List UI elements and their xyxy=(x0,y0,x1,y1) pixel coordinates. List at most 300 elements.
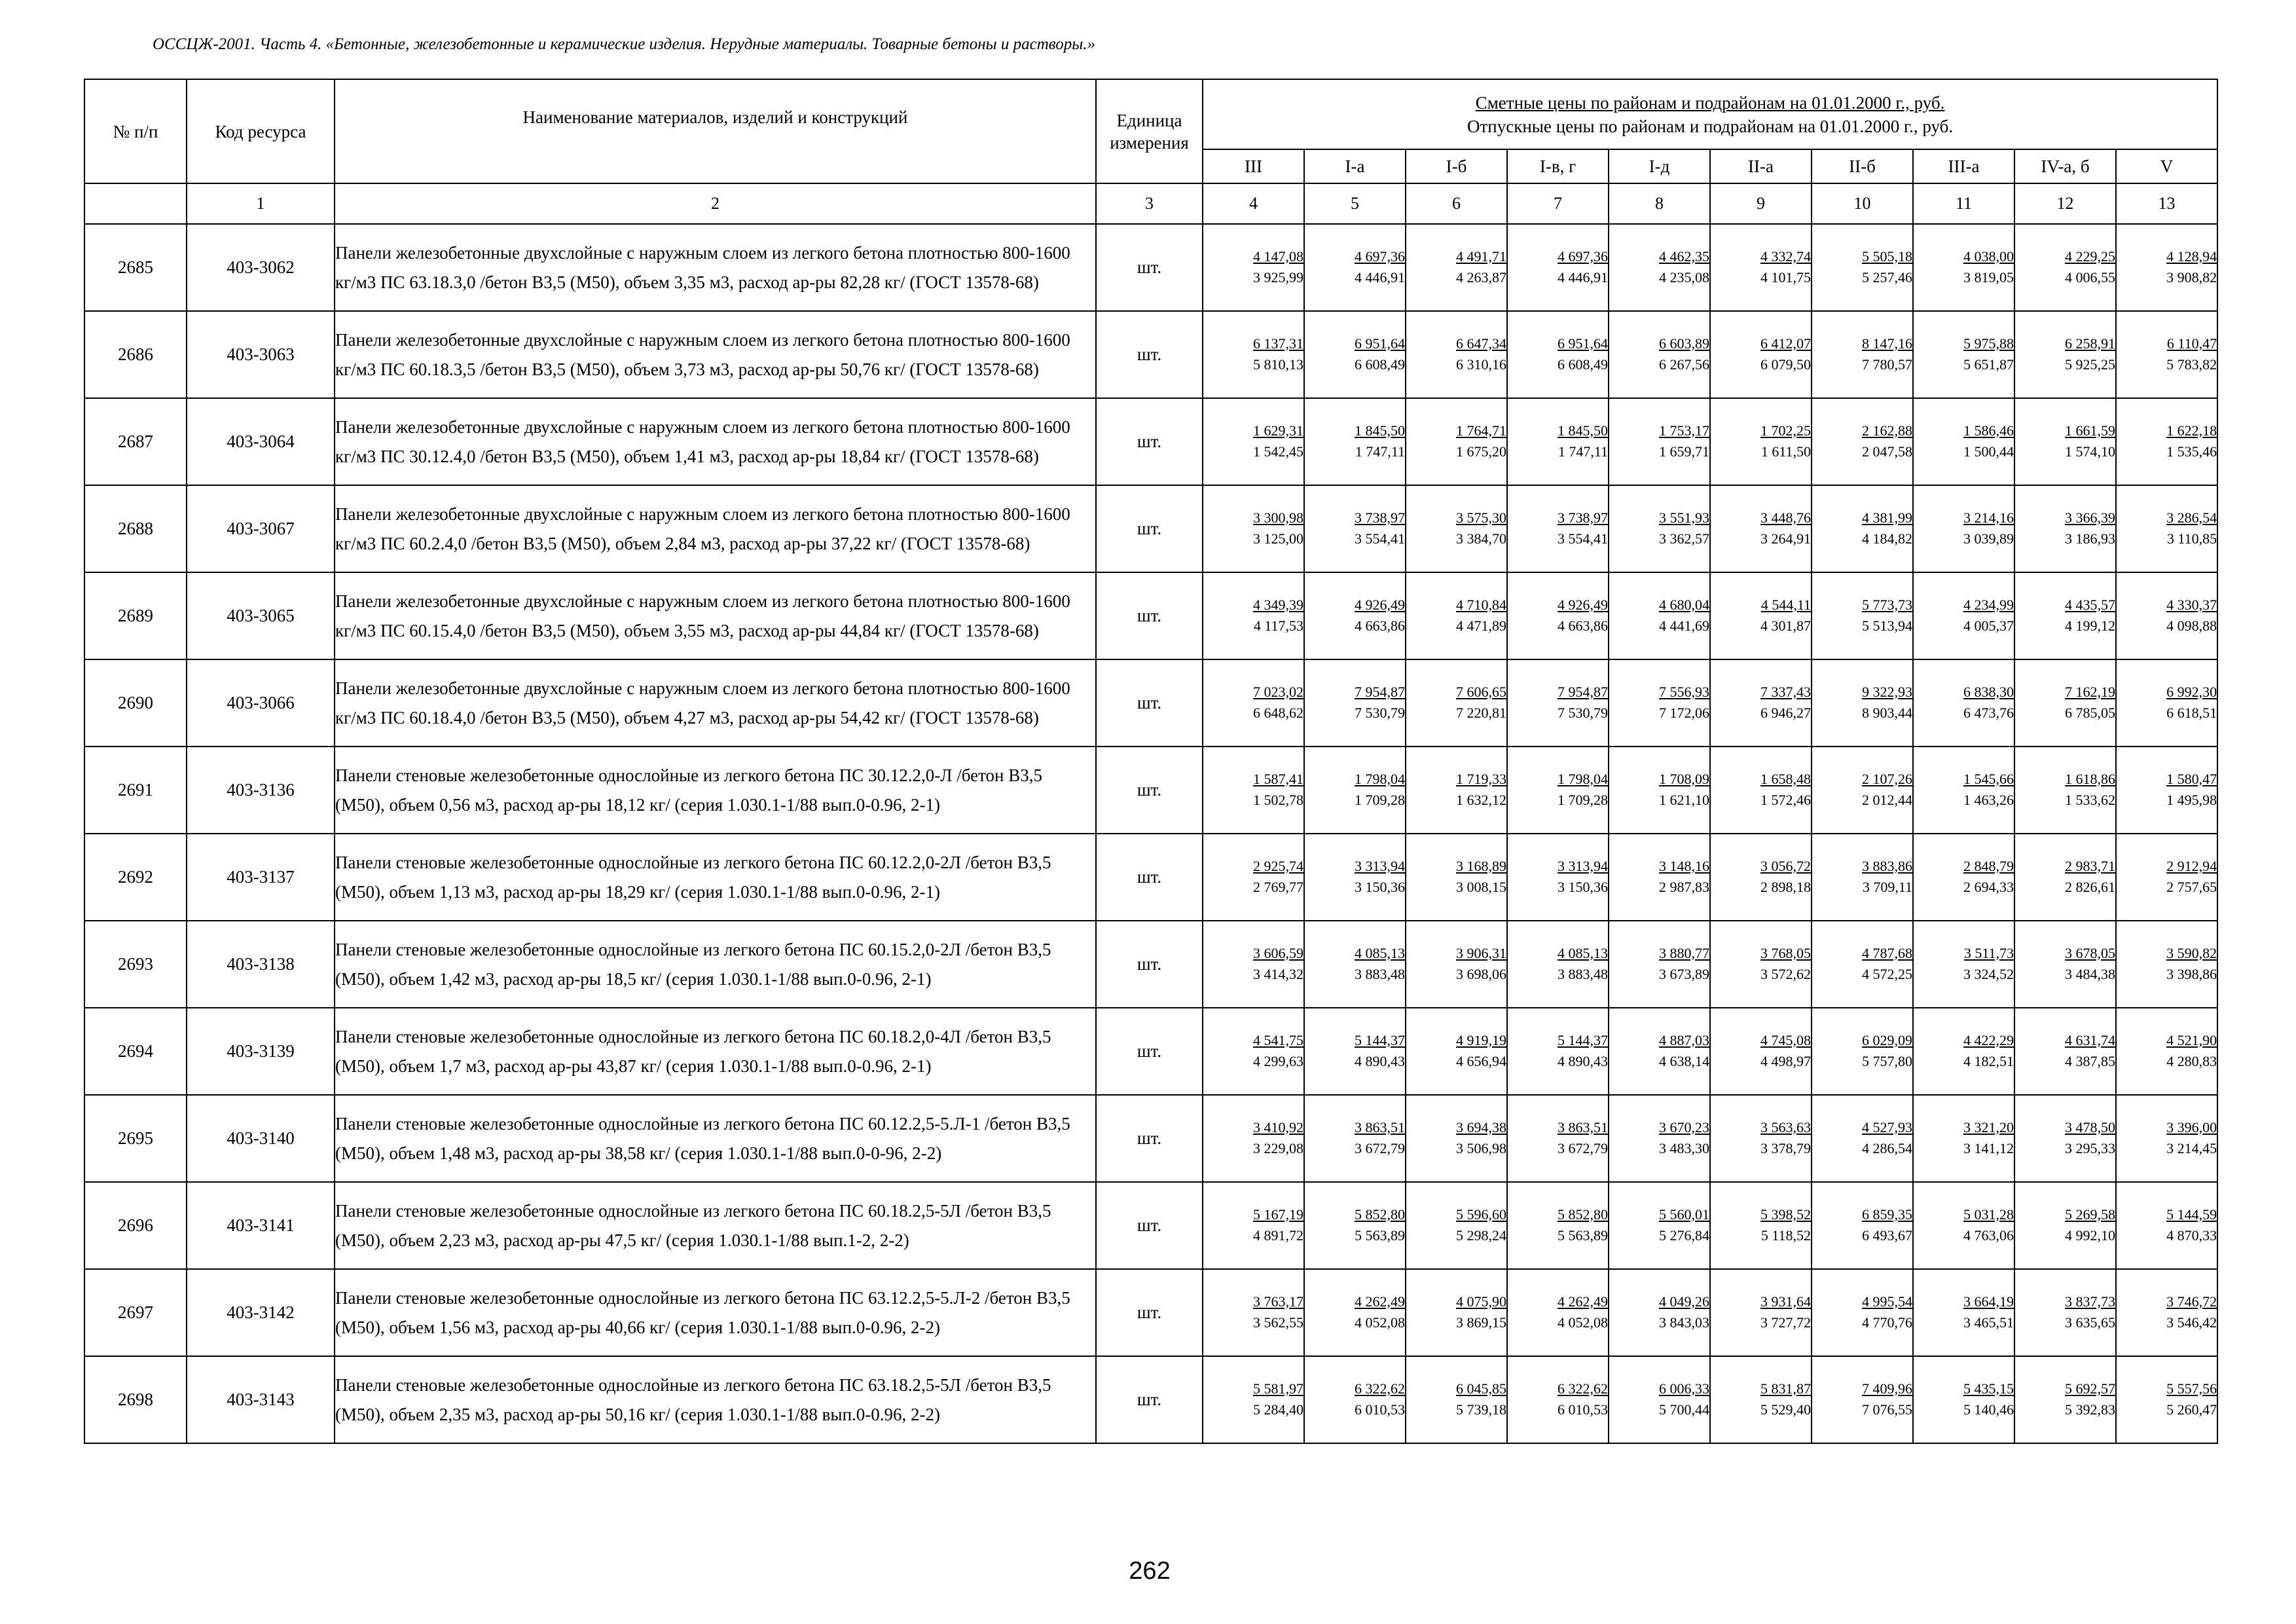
estimate-price: 4 926,49 xyxy=(1558,596,1608,613)
estimate-price: 5 831,87 xyxy=(1760,1380,1811,1397)
release-price: 3 562,55 xyxy=(1253,1314,1303,1331)
release-price: 5 925,25 xyxy=(2065,356,2115,373)
material-name: Панели стеновые железобетонные однослойные из легкого бетона ПС 60.12.2,5-5.Л-1 /бетон В3,5 (М50), объем 1,48 м3, расход ар-ры 38,58 кг/ (серия 1.030.1-1/88 вып.0-0-96, 2-2) xyxy=(335,1095,1096,1182)
region-header: I-а xyxy=(1304,149,1406,183)
release-price: 4 638,14 xyxy=(1659,1052,1709,1069)
estimate-price: 4 491,71 xyxy=(1456,248,1506,265)
column-number: 10 xyxy=(1812,183,1913,224)
price-cell xyxy=(1304,747,1406,834)
release-price: 5 392,83 xyxy=(2065,1401,2115,1418)
price-cell xyxy=(2116,1182,2217,1269)
price-cell xyxy=(2014,398,2116,485)
release-price: 1 611,50 xyxy=(1760,443,1811,460)
release-price: 3 295,33 xyxy=(2065,1139,2115,1156)
estimate-price: 3 837,73 xyxy=(2065,1293,2115,1310)
estimate-price: 8 147,16 xyxy=(1862,335,1912,352)
estimate-price: 4 680,04 xyxy=(1659,596,1709,613)
region-header: I-б xyxy=(1406,149,1507,183)
price-cell xyxy=(1203,1008,1304,1095)
price-cell xyxy=(2014,1182,2116,1269)
price-cell xyxy=(1304,398,1406,485)
release-price: 7 530,79 xyxy=(1558,704,1608,721)
estimate-price: 6 951,64 xyxy=(1558,335,1608,352)
price-cell xyxy=(1203,659,1304,747)
release-price: 4 052,08 xyxy=(1558,1314,1608,1331)
release-price: 5 700,44 xyxy=(1659,1401,1709,1418)
estimate-price: 4 697,36 xyxy=(1355,248,1405,265)
estimate-price: 4 330,37 xyxy=(2166,596,2217,613)
estimate-price: 3 448,76 xyxy=(1760,509,1811,526)
price-cell xyxy=(2116,921,2217,1008)
release-price: 3 883,48 xyxy=(1355,965,1405,982)
document-header: ОССЦЖ-2001. Часть 4. «Бетонные, железобетонные и керамические изделия. Нерудные материалы. Товарные бетоны и растворы.» xyxy=(153,35,1095,53)
estimate-price: 4 075,90 xyxy=(1456,1293,1506,1310)
material-name: Панели стеновые железобетонные однослойные из легкого бетона ПС 63.18.2,5-5Л /бетон В3,5 (М50), объем 2,35 м3, расход ар-ры 50,16 кг/ (серия 1.030.1-1/88 вып.0-0.96, 2-2) xyxy=(335,1356,1096,1443)
price-cell xyxy=(1609,747,1710,834)
estimate-price: 6 412,07 xyxy=(1760,335,1811,352)
release-price: 5 140,46 xyxy=(1963,1401,2014,1418)
release-price: 5 563,89 xyxy=(1558,1227,1608,1244)
price-cell xyxy=(1609,485,1710,572)
release-price: 1 533,62 xyxy=(2065,791,2115,808)
release-price: 5 513,94 xyxy=(1862,617,1912,634)
resource-code: 403-3139 xyxy=(187,1008,335,1095)
estimate-price: 1 587,41 xyxy=(1253,770,1303,787)
estimate-price: 1 622,18 xyxy=(2166,422,2217,439)
estimate-price: 4 332,74 xyxy=(1760,248,1811,265)
estimate-price: 4 128,94 xyxy=(2166,248,2217,265)
region-header: I-в, г xyxy=(1507,149,1609,183)
estimate-price: 6 045,85 xyxy=(1456,1380,1506,1397)
table-row xyxy=(84,311,2217,398)
price-cell xyxy=(1710,572,1812,659)
estimate-price: 4 262,49 xyxy=(1355,1293,1405,1310)
price-cell xyxy=(1710,224,1812,311)
estimate-price: 3 883,86 xyxy=(1862,857,1912,874)
release-price: 3 698,06 xyxy=(1456,965,1506,982)
release-price: 2 694,33 xyxy=(1963,878,2014,895)
release-price: 3 008,15 xyxy=(1456,878,1506,895)
release-price: 4 446,91 xyxy=(1558,268,1608,286)
estimate-price: 5 269,58 xyxy=(2065,1206,2115,1223)
release-price: 4 572,25 xyxy=(1862,965,1912,982)
release-price: 5 118,52 xyxy=(1760,1227,1811,1244)
release-price: 3 546,42 xyxy=(2166,1314,2217,1331)
region-header: II-б xyxy=(1812,149,1913,183)
price-cell xyxy=(2116,1269,2217,1356)
release-price: 6 010,53 xyxy=(1558,1401,1608,1418)
release-price: 7 076,55 xyxy=(1862,1401,1912,1418)
price-cell xyxy=(1507,485,1609,572)
estimate-price: 7 556,93 xyxy=(1659,683,1709,700)
price-cell xyxy=(1507,1356,1609,1443)
price-cell xyxy=(2116,398,2217,485)
release-price: 3 672,79 xyxy=(1558,1139,1608,1156)
estimate-price: 4 049,26 xyxy=(1659,1293,1709,1310)
estimate-price: 3 148,16 xyxy=(1659,857,1709,874)
release-price: 3 925,99 xyxy=(1253,268,1303,286)
release-price: 5 257,46 xyxy=(1862,268,1912,286)
price-cell xyxy=(2014,572,2116,659)
column-number: 1 xyxy=(187,183,335,224)
estimate-price: 3 214,16 xyxy=(1963,509,2014,526)
price-cell xyxy=(2116,747,2217,834)
price-cell xyxy=(1406,398,1507,485)
resource-code: 403-3062 xyxy=(187,224,335,311)
table-row xyxy=(84,659,2217,747)
release-price: 4 101,75 xyxy=(1760,268,1811,286)
estimate-price: 7 023,02 xyxy=(1253,683,1303,700)
price-cell xyxy=(1609,1269,1710,1356)
estimate-price: 3 478,50 xyxy=(2065,1118,2115,1135)
estimate-price: 2 848,79 xyxy=(1963,857,2014,874)
estimate-price: 6 029,09 xyxy=(1862,1031,1912,1048)
release-price: 3 214,45 xyxy=(2166,1139,2217,1156)
release-price: 3 869,15 xyxy=(1456,1314,1506,1331)
release-price: 3 324,52 xyxy=(1963,965,2014,982)
release-price: 4 286,54 xyxy=(1862,1139,1912,1156)
resource-code: 403-3141 xyxy=(187,1182,335,1269)
release-price: 4 770,76 xyxy=(1862,1314,1912,1331)
price-cell xyxy=(1507,659,1609,747)
price-cell xyxy=(1913,1182,2014,1269)
price-cell xyxy=(1203,1269,1304,1356)
estimate-price: 5 435,15 xyxy=(1963,1380,2014,1397)
estimate-price: 4 085,13 xyxy=(1355,944,1405,961)
estimate-price: 2 912,94 xyxy=(2166,857,2217,874)
release-price: 3 483,30 xyxy=(1659,1139,1709,1156)
material-name: Панели железобетонные двухслойные с наружным слоем из легкого бетона плотностью 800-1600 кг/м3 ПС 60.18.3,5 /бетон В3,5 (М50), объем 3,73 м3, расход ар-ры 50,76 кг/ (ГОСТ 13578-68) xyxy=(335,311,1096,398)
release-price: 3 264,91 xyxy=(1760,530,1811,547)
estimate-price: 7 606,65 xyxy=(1456,683,1506,700)
estimate-price: 5 692,57 xyxy=(2065,1380,2115,1397)
estimate-price: 5 144,37 xyxy=(1558,1031,1608,1048)
estimate-price: 4 995,54 xyxy=(1862,1293,1912,1310)
price-cell xyxy=(1710,1008,1812,1095)
release-price: 6 493,67 xyxy=(1862,1227,1912,1244)
price-cell xyxy=(1812,1008,1913,1095)
price-cell xyxy=(2116,1356,2217,1443)
row-number: 2694 xyxy=(84,1008,187,1095)
release-price: 3 384,70 xyxy=(1456,530,1506,547)
estimate-price: 3 664,19 xyxy=(1963,1293,2014,1310)
price-cell xyxy=(2116,1008,2217,1095)
price-cell xyxy=(1609,1356,1710,1443)
estimate-price: 3 563,63 xyxy=(1760,1118,1811,1135)
price-cell xyxy=(1913,1356,2014,1443)
estimate-price: 5 144,37 xyxy=(1355,1031,1405,1048)
price-cell xyxy=(1406,1008,1507,1095)
release-price: 5 563,89 xyxy=(1355,1227,1405,1244)
table-row xyxy=(84,398,2217,485)
release-price: 4 280,83 xyxy=(2166,1052,2217,1069)
column-numbers-row xyxy=(84,183,2217,224)
price-cell xyxy=(1507,921,1609,1008)
estimate-price: 4 349,39 xyxy=(1253,596,1303,613)
unit-cell: шт. xyxy=(1096,485,1203,572)
release-price: 1 574,10 xyxy=(2065,443,2115,460)
price-cell xyxy=(2116,659,2217,747)
estimate-price: 3 763,17 xyxy=(1253,1293,1303,1310)
estimate-price: 4 697,36 xyxy=(1558,248,1608,265)
release-price: 1 535,46 xyxy=(2166,443,2217,460)
price-cell xyxy=(2014,659,2116,747)
material-name: Панели стеновые железобетонные однослойные из легкого бетона ПС 60.12.2,0-2Л /бетон В3,5 (М50), объем 1,13 м3, расход ар-ры 18,29 кг/ (серия 1.030.1-1/88 вып.0-0.96, 2-1) xyxy=(335,834,1096,921)
table-row xyxy=(84,1182,2217,1269)
estimate-price: 1 658,48 xyxy=(1760,770,1811,787)
release-price: 1 659,71 xyxy=(1659,443,1709,460)
release-price: 3 883,48 xyxy=(1558,965,1608,982)
estimate-price: 3 738,97 xyxy=(1558,509,1608,526)
price-cell xyxy=(1203,921,1304,1008)
row-number: 2696 xyxy=(84,1182,187,1269)
estimate-price: 6 859,35 xyxy=(1862,1206,1912,1223)
release-price: 1 747,11 xyxy=(1355,443,1405,460)
release-price: 3 554,41 xyxy=(1558,530,1608,547)
estimate-price: 1 798,04 xyxy=(1355,770,1405,787)
release-price: 3 554,41 xyxy=(1355,530,1405,547)
estimate-price: 3 056,72 xyxy=(1760,857,1811,874)
material-name: Панели стеновые железобетонные однослойные из легкого бетона ПС 60.15.2,0-2Л /бетон В3,5 (М50), объем 1,42 м3, расход ар-ры 18,5 кг/ (серия 1.030.1-1/88 вып.0-0.96, 2-1) xyxy=(335,921,1096,1008)
estimate-price: 3 300,98 xyxy=(1253,509,1303,526)
estimate-price: 3 410,92 xyxy=(1253,1118,1303,1135)
estimate-price: 3 575,30 xyxy=(1456,509,1506,526)
price-cell xyxy=(1913,834,2014,921)
price-cell xyxy=(1913,224,2014,311)
price-cell xyxy=(1304,834,1406,921)
release-price: 3 908,82 xyxy=(2166,268,2217,286)
release-price: 2 898,18 xyxy=(1760,878,1811,895)
estimate-price: 6 006,33 xyxy=(1659,1380,1709,1397)
release-price: 1 572,46 xyxy=(1760,791,1811,808)
price-cell xyxy=(2014,1095,2116,1182)
estimate-price: 5 505,18 xyxy=(1862,248,1912,265)
estimate-price: 3 313,94 xyxy=(1355,857,1405,874)
price-cell xyxy=(1710,1182,1812,1269)
price-cell xyxy=(1406,224,1507,311)
price-cell xyxy=(2014,311,2116,398)
price-cell xyxy=(1710,398,1812,485)
price-cell xyxy=(1406,834,1507,921)
estimate-price: 4 527,93 xyxy=(1862,1118,1912,1135)
resource-code: 403-3142 xyxy=(187,1269,335,1356)
estimate-price: 3 746,72 xyxy=(2166,1293,2217,1310)
price-cell xyxy=(1507,834,1609,921)
row-number: 2689 xyxy=(84,572,187,659)
release-price: 6 608,49 xyxy=(1558,356,1608,373)
price-cell xyxy=(1812,1182,1913,1269)
price-cell xyxy=(2014,1356,2116,1443)
price-cell xyxy=(1812,921,1913,1008)
release-price: 6 267,56 xyxy=(1659,356,1709,373)
table-row xyxy=(84,572,2217,659)
price-cell xyxy=(1507,398,1609,485)
row-number: 2688 xyxy=(84,485,187,572)
unit-cell: шт. xyxy=(1096,398,1203,485)
price-cell xyxy=(1710,1356,1812,1443)
price-cell xyxy=(1507,747,1609,834)
row-number: 2693 xyxy=(84,921,187,1008)
release-price: 7 530,79 xyxy=(1355,704,1405,721)
release-price: 1 621,10 xyxy=(1659,791,1709,808)
estimate-price: 1 629,31 xyxy=(1253,422,1303,439)
estimate-price: 6 258,91 xyxy=(2065,335,2115,352)
release-price: 5 810,13 xyxy=(1253,356,1303,373)
row-number: 2692 xyxy=(84,834,187,921)
price-cell xyxy=(1812,572,1913,659)
table-row xyxy=(84,224,2217,311)
release-price: 2 012,44 xyxy=(1862,791,1912,808)
price-cell xyxy=(1203,485,1304,572)
release-price: 6 785,05 xyxy=(2065,704,2115,721)
price-cell xyxy=(1304,659,1406,747)
price-cell xyxy=(1609,1008,1710,1095)
col-header-num: № п/п xyxy=(84,79,187,183)
price-cell xyxy=(1812,311,1913,398)
release-price: 1 632,12 xyxy=(1456,791,1506,808)
price-cell xyxy=(1913,747,2014,834)
price-cell xyxy=(1203,1182,1304,1269)
price-cell xyxy=(1710,659,1812,747)
region-header: II-а xyxy=(1710,149,1812,183)
release-price: 3 572,62 xyxy=(1760,965,1811,982)
row-number: 2685 xyxy=(84,224,187,311)
price-cell xyxy=(1609,311,1710,398)
estimate-price: 7 954,87 xyxy=(1355,683,1405,700)
release-price: 4 663,86 xyxy=(1355,617,1405,634)
row-number: 2690 xyxy=(84,659,187,747)
price-cell xyxy=(2116,834,2217,921)
estimate-price: 4 745,08 xyxy=(1760,1031,1811,1048)
price-cell xyxy=(1812,1356,1913,1443)
resource-code: 403-3066 xyxy=(187,659,335,747)
price-cell xyxy=(1203,572,1304,659)
estimate-price: 5 031,28 xyxy=(1963,1206,2014,1223)
release-price: 3 709,11 xyxy=(1862,878,1912,895)
price-cell xyxy=(1406,1095,1507,1182)
estimate-price: 1 719,33 xyxy=(1456,770,1506,787)
table-row xyxy=(84,921,2217,1008)
estimate-price: 7 954,87 xyxy=(1558,683,1608,700)
resource-code: 403-3063 xyxy=(187,311,335,398)
column-number: 9 xyxy=(1710,183,1812,224)
estimate-price: 4 381,99 xyxy=(1862,509,1912,526)
column-number: 12 xyxy=(2014,183,2116,224)
estimate-price: 5 596,60 xyxy=(1456,1206,1506,1223)
prices-release-title: Отпускные цены по районам и подрайонам на 01.01.2000 г., руб. xyxy=(1467,116,1954,136)
column-number: 7 xyxy=(1507,183,1609,224)
resource-code: 403-3140 xyxy=(187,1095,335,1182)
material-name: Панели железобетонные двухслойные с наружным слоем из легкого бетона плотностью 800-1600 кг/м3 ПС 30.12.4,0 /бетон В3,5 (М50), объем 1,41 м3, расход ар-ры 18,84 кг/ (ГОСТ 13578-68) xyxy=(335,398,1096,485)
estimate-price: 1 618,86 xyxy=(2065,770,2115,787)
price-cell xyxy=(1406,659,1507,747)
price-cell xyxy=(1710,921,1812,1008)
release-price: 3 506,98 xyxy=(1456,1139,1506,1156)
release-price: 5 651,87 xyxy=(1963,356,2014,373)
estimate-price: 4 422,29 xyxy=(1963,1031,2014,1048)
price-cell xyxy=(1913,1269,2014,1356)
release-price: 3 186,93 xyxy=(2065,530,2115,547)
estimate-price: 4 926,49 xyxy=(1355,596,1405,613)
release-price: 1 502,78 xyxy=(1253,791,1303,808)
column-number: 13 xyxy=(2116,183,2217,224)
release-price: 2 769,77 xyxy=(1253,878,1303,895)
unit-cell: шт. xyxy=(1096,834,1203,921)
price-cell xyxy=(1304,1008,1406,1095)
price-cell xyxy=(1710,834,1812,921)
price-cell xyxy=(1812,398,1913,485)
estimate-price: 3 366,39 xyxy=(2065,509,2115,526)
release-price: 7 172,06 xyxy=(1659,704,1709,721)
estimate-price: 5 560,01 xyxy=(1659,1206,1709,1223)
release-price: 1 495,98 xyxy=(2166,791,2217,808)
estimate-price: 3 738,97 xyxy=(1355,509,1405,526)
price-cell xyxy=(1812,1269,1913,1356)
release-price: 4 052,08 xyxy=(1355,1314,1405,1331)
release-price: 5 783,82 xyxy=(2166,356,2217,373)
estimate-price: 3 678,05 xyxy=(2065,944,2115,961)
estimate-price: 3 168,89 xyxy=(1456,857,1506,874)
estimate-price: 3 606,59 xyxy=(1253,944,1303,961)
estimate-price: 5 398,52 xyxy=(1760,1206,1811,1223)
release-price: 7 220,81 xyxy=(1456,704,1506,721)
release-price: 3 414,32 xyxy=(1253,965,1303,982)
estimate-price: 3 768,05 xyxy=(1760,944,1811,961)
price-cell xyxy=(1304,572,1406,659)
estimate-price: 4 919,19 xyxy=(1456,1031,1506,1048)
release-price: 2 826,61 xyxy=(2065,878,2115,895)
estimate-price: 3 670,23 xyxy=(1659,1118,1709,1135)
estimate-price: 4 787,68 xyxy=(1862,944,1912,961)
price-cell xyxy=(1507,1008,1609,1095)
estimate-price: 4 462,35 xyxy=(1659,248,1709,265)
estimate-price: 4 544,11 xyxy=(1760,596,1811,613)
header-row xyxy=(84,79,2217,149)
price-cell xyxy=(2014,747,2116,834)
release-price: 4 199,12 xyxy=(2065,617,2115,634)
unit-cell: шт. xyxy=(1096,224,1203,311)
estimate-price: 2 983,71 xyxy=(2065,857,2115,874)
price-cell xyxy=(1710,311,1812,398)
estimate-price: 3 286,54 xyxy=(2166,509,2217,526)
release-price: 6 079,50 xyxy=(1760,356,1811,373)
release-price: 4 992,10 xyxy=(2065,1227,2115,1244)
price-cell xyxy=(1609,921,1710,1008)
column-number: 2 xyxy=(335,183,1096,224)
release-price: 4 263,87 xyxy=(1456,268,1506,286)
estimate-price: 1 580,47 xyxy=(2166,770,2217,787)
estimate-price: 4 085,13 xyxy=(1558,944,1608,961)
release-price: 6 946,27 xyxy=(1760,704,1811,721)
release-price: 5 260,47 xyxy=(2166,1401,2217,1418)
price-cell xyxy=(1812,747,1913,834)
estimate-price: 6 110,47 xyxy=(2166,335,2217,352)
release-price: 1 675,20 xyxy=(1456,443,1506,460)
row-number: 2697 xyxy=(84,1269,187,1356)
price-cell xyxy=(1304,485,1406,572)
estimate-price: 5 975,88 xyxy=(1963,335,2014,352)
release-price: 4 663,86 xyxy=(1558,617,1608,634)
release-price: 4 235,08 xyxy=(1659,268,1709,286)
estimate-price: 1 661,59 xyxy=(2065,422,2115,439)
price-cell xyxy=(1609,1095,1710,1182)
resource-code: 403-3143 xyxy=(187,1356,335,1443)
price-cell xyxy=(2116,1095,2217,1182)
estimate-price: 3 863,51 xyxy=(1355,1118,1405,1135)
price-cell xyxy=(2116,311,2217,398)
unit-cell: шт. xyxy=(1096,659,1203,747)
price-cell xyxy=(1304,224,1406,311)
